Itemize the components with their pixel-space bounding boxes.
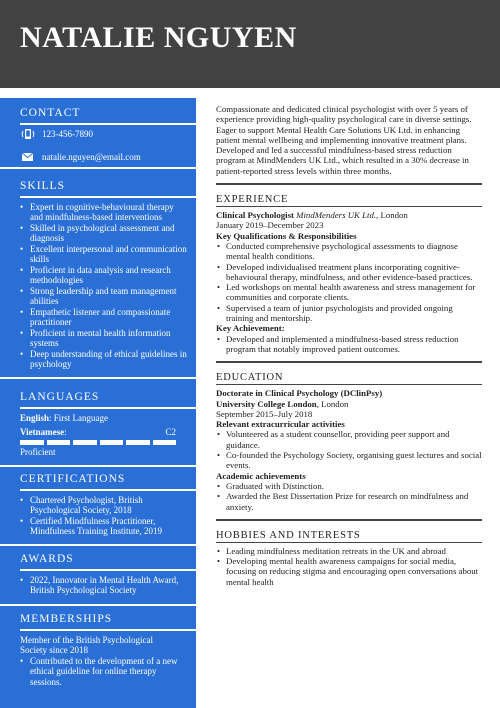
contact-title: CONTACT: [20, 107, 81, 119]
key-achievement-title: Key Achievement:: [216, 323, 285, 334]
contact-rule: [20, 123, 196, 125]
vietnamese-colon: :: [64, 427, 67, 437]
list-item: • Developed and implemented a mindfulness-based stress reduction program that notably improved patient outcomes.: [216, 334, 482, 355]
phone-icon: [20, 128, 36, 140]
experience-rule: [216, 206, 482, 207]
experience-title: EXPERIENCE: [216, 194, 289, 206]
awards-list: [20, 575, 182, 596]
separator: [0, 604, 196, 606]
proficiency-segment: [100, 440, 124, 445]
english-value: : First Language: [49, 412, 109, 423]
list-item: • Co-founded the Psychology Society, organising guest lectures and social events.: [216, 450, 482, 471]
summary: Compassionate and dedicated clinical psychologist with over 5 years of experience providing high-quality psychological care in diverse settings. Eager to support Mental Health Care Solutions UK Ltd. in enhancing patient mental wellbeing and implementing innovative treatment plans. Developed and led a successful mindfulness-based stress reduction program at MindMenders UK Ltd., which resulted in a 30% decrease in patient-reported stress levels within three months.: [216, 104, 472, 176]
academic-achievements-list: [216, 481, 482, 512]
list-item: • Proficient in data analysis and research methodologies: [20, 265, 188, 286]
main-content: [216, 104, 482, 587]
proficiency-segment: [20, 440, 44, 445]
phone-number[interactable]: 123-456-7890: [42, 129, 93, 139]
certifications-section: [20, 472, 196, 537]
education-section: [216, 371, 482, 512]
list-item: • Proficient in mental health information systems: [20, 328, 188, 349]
list-item: • Deep understanding of ethical guidelines in psychology: [20, 349, 188, 370]
english-label: English: [20, 412, 50, 423]
candidate-name: NATALIE NGUYEN: [20, 21, 297, 54]
education-title: EDUCATION: [216, 372, 284, 384]
list-item: • Certified Mindfulness Practitioner, Mindfulness Training Institute, 2019: [20, 516, 182, 537]
proficiency-segment: [47, 440, 71, 445]
hobbies-title: HOBBIES AND INTERESTS: [216, 529, 361, 541]
proficiency-segment: [153, 440, 177, 445]
vietnamese-label: Vietnamese: [20, 427, 65, 437]
vietnamese-proficiency-bar: [20, 440, 176, 445]
list-item: • Volunteered as a student counsellor, providing peer support and guidance.: [216, 429, 482, 450]
list-item: • Chartered Psychologist, British Psychological Society, 2018: [20, 495, 182, 516]
academic-achievements-title: Academic achievements: [216, 470, 306, 481]
hobbies-rule: [216, 542, 482, 543]
list-item: • Skilled in psychological assessment and diagnosis: [20, 223, 188, 244]
list-item: • Developing mental health awareness campaigns for social media, focusing on reducing stigma and encouraging open conversations about mental health: [216, 556, 482, 587]
summary-rule: [216, 183, 482, 185]
vietnamese-level: C2: [165, 427, 176, 437]
memberships-text: Member of the British Psychological Society since 2018: [20, 634, 153, 655]
list-item: • Developed individualised treatment plans incorporating cognitive-behavioural therapy, mindfulness, and other evidence-based practices.: [216, 262, 482, 283]
school-line: [216, 399, 482, 409]
awards-section: [20, 552, 196, 596]
separator: [0, 377, 196, 379]
extracurricular-list: [216, 429, 482, 470]
english-line: [20, 413, 176, 424]
experience-bottom-rule: [216, 361, 482, 363]
phone-row: [20, 128, 93, 140]
list-item: • 2022, Innovator in Mental Health Award, British Psychological Society: [20, 575, 182, 596]
job-role: Clinical Psychologist: [216, 210, 294, 221]
hobbies-section: [216, 529, 482, 587]
education-rule: [216, 384, 482, 385]
school: University College London: [216, 398, 317, 409]
proficiency-segment: [126, 440, 150, 445]
email-address[interactable]: natalie.nguyen@email.com: [42, 152, 141, 162]
awards-rule: [20, 569, 196, 571]
separator: [0, 167, 196, 169]
email-row: [20, 151, 141, 163]
list-item: • Supervised a team of junior psychologists and provided ongoing training and mentorship.: [216, 303, 482, 324]
skills-list: [20, 202, 196, 370]
list-item: • Awarded the Best Dissertation Prize for research on mindfulness and anxiety.: [216, 491, 482, 512]
school-location: , London: [316, 398, 349, 409]
separator: [0, 465, 196, 467]
certifications-rule: [20, 489, 196, 491]
list-item: • Leading mindfulness meditation retreats in the UK and abroad: [216, 546, 482, 556]
job-dates: January 2019–December 2023: [216, 220, 324, 231]
list-item: • Conducted comprehensive psychological assessments to diagnose mental health conditions.: [216, 241, 482, 262]
certifications-title: CERTIFICATIONS: [20, 473, 126, 485]
memberships-rule: [20, 629, 196, 631]
skills-title: SKILLS: [20, 180, 65, 192]
key-achievement-list: [216, 334, 482, 355]
vietnamese-line: [20, 427, 176, 438]
key-qualifications-list: [216, 241, 482, 323]
list-item: • Empathetic listener and compassionate practitioner: [20, 307, 188, 328]
hobbies-list: [216, 546, 482, 587]
education-dates: September 2015–July 2018: [216, 408, 313, 419]
job-title-line: [216, 210, 482, 220]
degree: Doctorate in Clinical Psychology (DClinPsy): [216, 388, 383, 399]
list-item: • Led workshops on mental health awareness and stress management for communities and corporate clients.: [216, 282, 482, 303]
email-icon: [20, 151, 36, 163]
proficiency-segment: [73, 440, 97, 445]
skills-section: [20, 179, 196, 370]
list-item: • Strong leadership and team management abilities: [20, 286, 188, 307]
languages-section: [20, 390, 196, 457]
education-bottom-rule: [216, 519, 482, 521]
sidebar: [0, 88, 196, 708]
experience-section: [216, 193, 482, 354]
resume-header: [0, 0, 500, 88]
key-qualifications-title: Key Qualifications & Responsibilities: [216, 230, 357, 241]
extracurricular-title: Relevant extracurricular activities: [216, 419, 345, 430]
memberships-section: [20, 612, 196, 687]
list-item: • Excellent interpersonal and communication skills: [20, 244, 188, 265]
awards-title: AWARDS: [20, 553, 74, 565]
list-item: • Contributed to the development of a new ethical guideline for online therapy sessions.: [20, 656, 182, 688]
job-company: MindMenders UK Ltd.: [296, 210, 377, 221]
list-item: • Expert in cognitive-behavioural therapy and mindfulness-based interventions: [20, 202, 188, 223]
languages-title: LANGUAGES: [20, 391, 100, 403]
separator: [0, 544, 196, 546]
memberships-title: MEMBERSHIPS: [20, 613, 113, 625]
contact-section: [20, 106, 196, 125]
job-location: , London: [376, 210, 408, 221]
certifications-list: [20, 495, 182, 537]
list-item: • Graduated with Distinction.: [216, 481, 482, 491]
vietnamese-description: Proficient: [20, 446, 56, 457]
memberships-list: [20, 656, 182, 688]
languages-rule: [20, 407, 196, 409]
skills-rule: [20, 196, 196, 198]
